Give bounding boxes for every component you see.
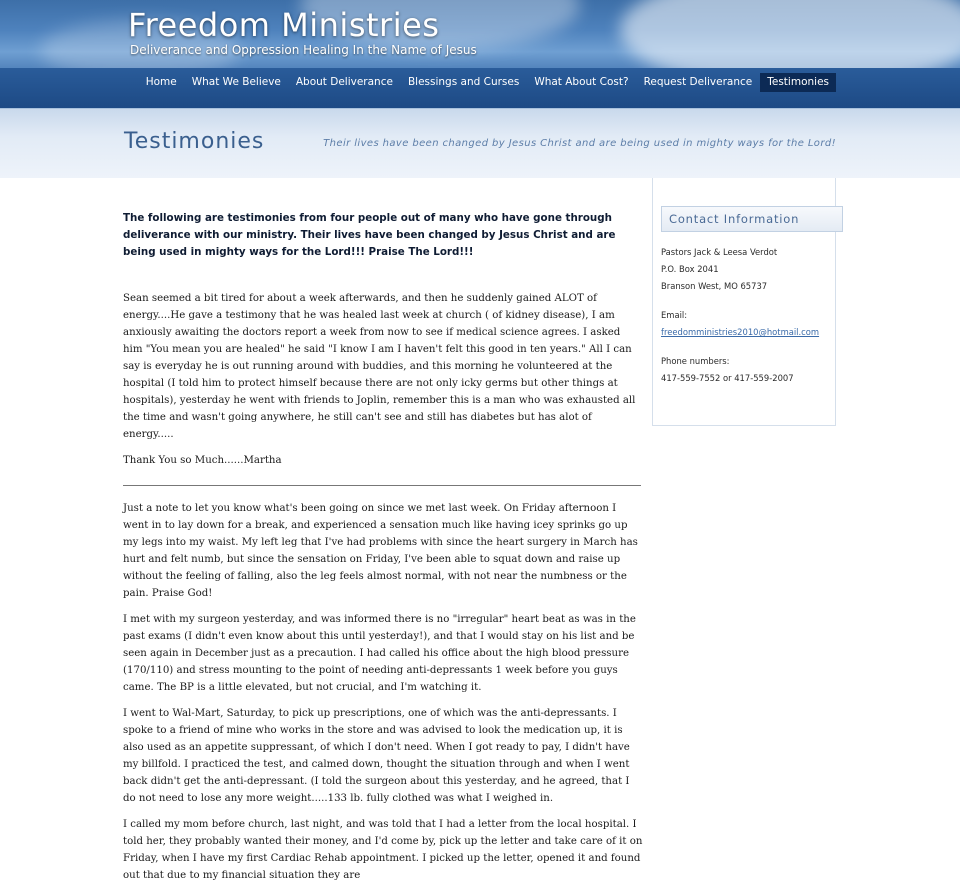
testimony-divider xyxy=(123,485,641,486)
testimony-2-paragraph-3: I went to Wal-Mart, Saturday, to pick up prescriptions, one of which was the anti-depressants. I spoke to a friend of mine who works in the store and was advised to look the medication up, it is also used as an appetite suppressant, of which I don't need. When I got ready to pay, I didn't have my billfold. I practiced the test, and calmed down, thought the situation through and when I went back didn't get the anti-depressant. (I told the surgeon about this yesterday, and he agreed, that I do not need to lose any more weight.....133 lb. fully clothed was what I weighed in. xyxy=(123,708,630,804)
contact-sidebar xyxy=(652,178,836,426)
city-address: Branson West, MO 65737 xyxy=(661,281,768,291)
site-title[interactable]: Freedom Ministries xyxy=(128,6,440,44)
page-subtitle: Their lives have been changed by Jesus Christ and are being used in mighty ways for the Lord! xyxy=(323,138,836,149)
page-title-band xyxy=(0,108,960,178)
nav-item-request-deliverance[interactable]: Request Deliverance xyxy=(643,76,753,88)
site-header xyxy=(0,0,960,108)
intro-text: The following are testimonies from four people out of many who have gone through deliverance with our ministry. Their lives have been changed by Jesus Christ and are being used in mighty ways for the Lord!!! Praise The Lord!!! xyxy=(123,212,616,258)
phone-label: Phone numbers: xyxy=(661,356,730,366)
main-content xyxy=(123,210,643,893)
testimony-1-signature: Thank You so Much......Martha xyxy=(123,455,282,466)
email-label: Email: xyxy=(661,310,688,320)
testimony-2-paragraph-2: I met with my surgeon yesterday, and was informed there is no "irregular" heart beat as was in the past exams (I didn't even know about this until yesterday!), and that I would stay on his list and be seen again in December just as a precaution. I had called his office about the high blood pressure (170/110) and stress mounting to the point of needing anti-depressants 1 week before you guys came. The BP is a little elevated, but not crucial, and I'm watching it. xyxy=(123,614,636,693)
nav-item-testimonies[interactable]: Testimonies xyxy=(760,73,836,92)
phone-numbers: 417-559-7552 or 417-559-2007 xyxy=(661,373,794,383)
contact-heading: Contact Information xyxy=(661,206,843,232)
page-title: Testimonies xyxy=(124,129,265,154)
nav-item-home[interactable]: Home xyxy=(145,76,177,88)
testimony-2-paragraph-1: Just a note to let you know what's been going on since we met last week. On Friday afternoon I went in to lay down for a break, and experienced a sensation much like having icey sprinks go up my legs into my waist. My left leg that I've had problems with since the heart surgery in March has hurt and felt numb, but since the sensation on Friday, I've been able to squat down and raise up without the feeling of falling, also the leg feels almost normal, with not near the numbness or the pain. Praise God! xyxy=(123,503,638,599)
main-nav xyxy=(138,73,836,92)
pastors-name: Pastors Jack & Leesa Verdot xyxy=(661,247,778,257)
email-link[interactable]: freedomministries2010@hotmail.com xyxy=(661,327,820,337)
testimony-2-paragraph-4: I called my mom before church, last night, and was told that I had a letter from the local hospital. I told her, they probably wanted their money, and I'd come by, pick up the letter and take care of it on Friday, when I have my first Cardiac Rehab appointment. I picked up the letter, opened it and found out that due to my financial situation they are xyxy=(123,819,643,881)
nav-item-what-we-believe[interactable]: What We Believe xyxy=(191,76,281,88)
testimony-1-paragraph: Sean seemed a bit tired for about a week afterwards, and then he suddenly gained ALOT of energy....He gave a testimony that he was healed last week at church ( of kidney disease), I am anxiously awaiting the doctors report a week from now to see if medical science agrees. I asked him "You mean you are healed" he said "I know I am I haven't felt this good in ten years." All I can say is everyday he is out running around with buddies, and this morning he volunteered at the hospital (I told him to protect himself because there are not only icky germs but other things at hospitals), yesterday he went with friends to Joplin, remember this is a man who was exhausted all the time and wasn't going anywhere, he still can't see and still has diabetes but has alot of energy..... xyxy=(123,293,636,440)
nav-item-blessings-and-curses[interactable]: Blessings and Curses xyxy=(407,76,520,88)
navigation-bar xyxy=(0,68,960,108)
nav-item-about-deliverance[interactable]: About Deliverance xyxy=(295,76,393,88)
po-box: P.O. Box 2041 xyxy=(661,264,719,274)
site-tagline: Deliverance and Oppression Healing In the Name of Jesus xyxy=(130,43,477,57)
nav-item-what-about-cost[interactable]: What About Cost? xyxy=(534,76,629,88)
contact-details xyxy=(661,244,831,387)
